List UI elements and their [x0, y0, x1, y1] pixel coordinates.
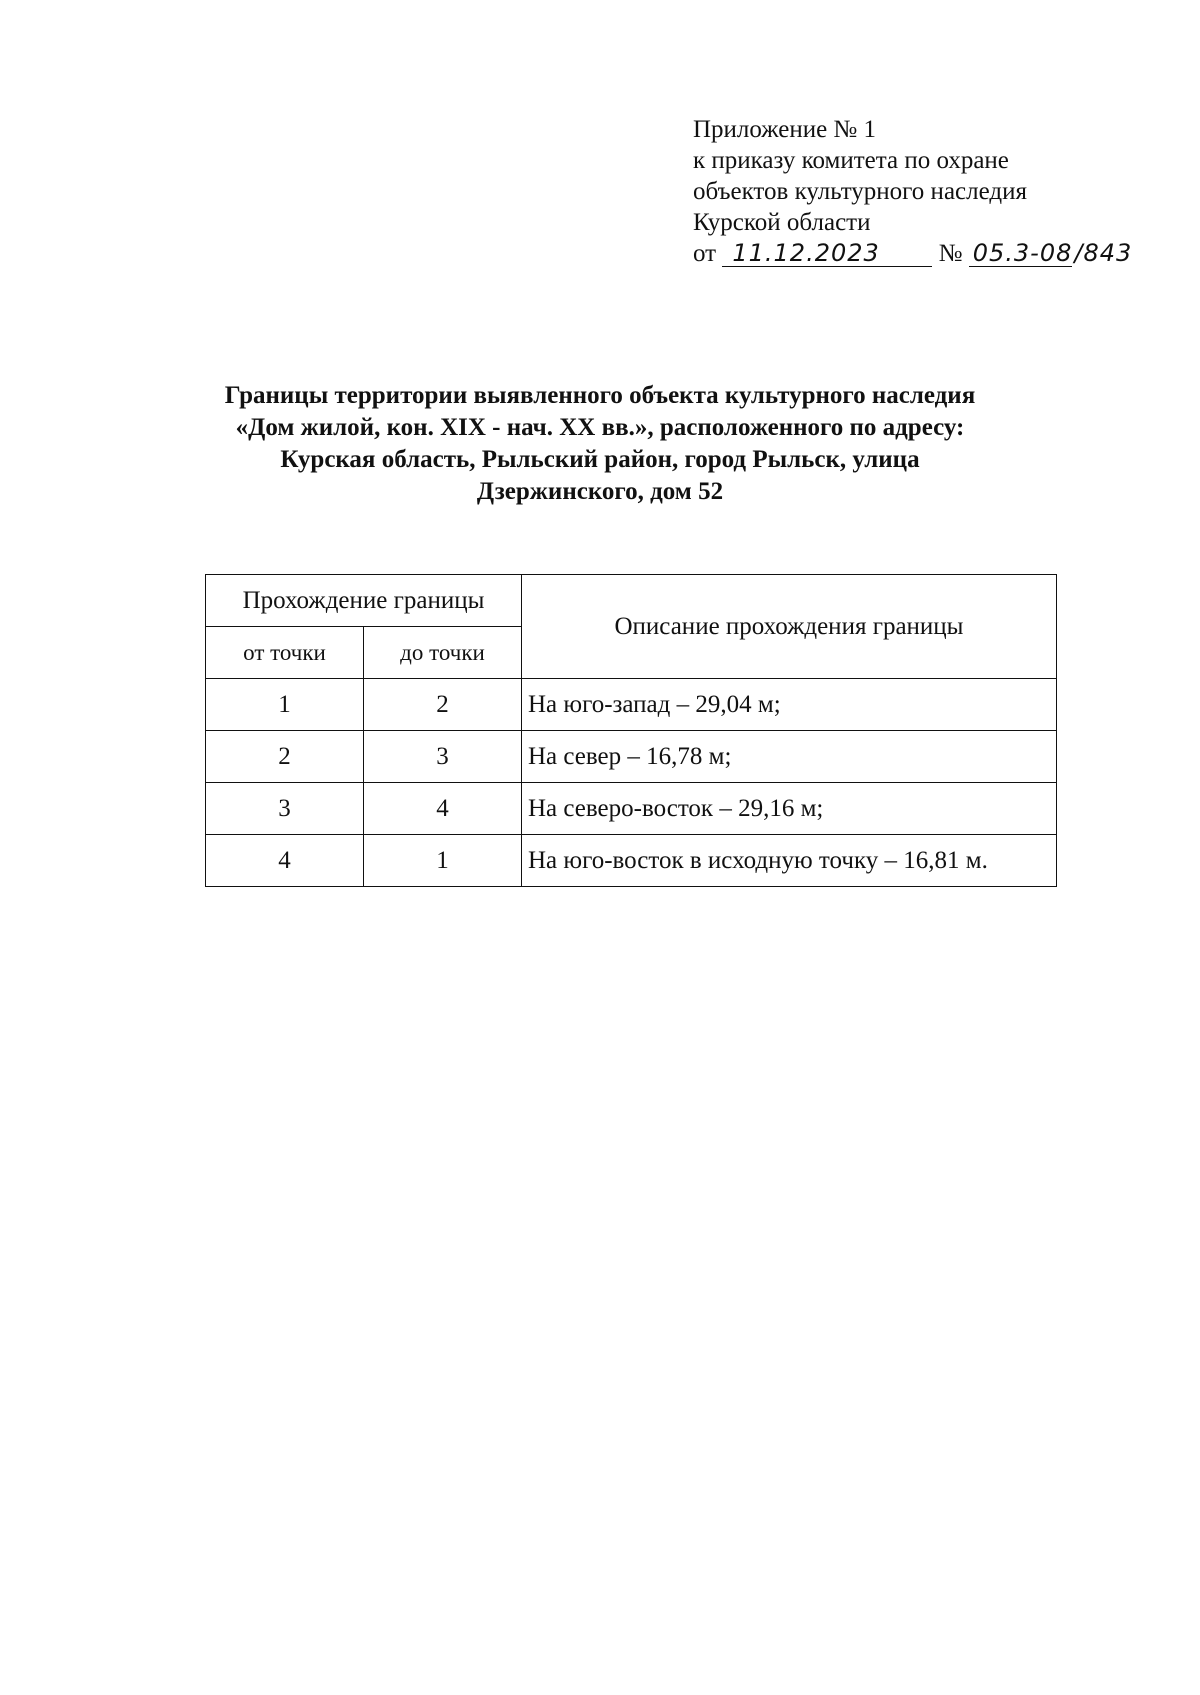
appendix-number: Приложение № 1 [693, 116, 877, 143]
appendix-date-number-line [693, 238, 1132, 269]
header-description: Описание прохождения границы [522, 575, 1057, 679]
title-line-1: Границы территории выявленного объекта культурного наследия [224, 382, 976, 409]
cell-to: 3 [364, 731, 522, 783]
cell-from: 4 [206, 835, 364, 887]
title-line-3: Курская область, Рыльский район, город Рыльск, улица [280, 446, 920, 473]
handwritten-date: 11.12.2023 [722, 240, 932, 267]
header-boundary-passage: Прохождение границы [206, 575, 522, 627]
handwritten-number: 05.3-08 [969, 240, 1073, 267]
title-line-4: Дзержинского, дом 52 [476, 478, 724, 505]
title-line-2: «Дом жилой, кон. XIX - нач. XX вв.», расположенного по адресу: [235, 414, 965, 441]
cell-from: 3 [206, 783, 364, 835]
appendix-committee: объектов культурного наследия [693, 178, 1027, 205]
cell-from: 1 [206, 679, 364, 731]
appendix-order-ref: к приказу комитета по охране [693, 147, 1009, 174]
appendix-header [693, 114, 1132, 269]
document-title [150, 380, 1050, 508]
table-row [206, 679, 1057, 731]
cell-description: На юго-восток в исходную точку – 16,81 м. [522, 835, 1057, 887]
from-label: от [693, 240, 717, 267]
cell-description: На север – 16,78 м; [522, 731, 1057, 783]
cell-to: 4 [364, 783, 522, 835]
cell-from: 2 [206, 731, 364, 783]
cell-to: 2 [364, 679, 522, 731]
table-row [206, 731, 1057, 783]
table-header-row [206, 575, 1057, 627]
cell-to: 1 [364, 835, 522, 887]
appendix-region: Курской области [693, 209, 871, 236]
header-from-point: от точки [206, 627, 364, 679]
number-label: № [938, 240, 963, 267]
boundary-table [205, 574, 1057, 887]
cell-description: На северо-восток – 29,16 м; [522, 783, 1057, 835]
table-row [206, 783, 1057, 835]
handwritten-number-tail: /843 [1074, 239, 1133, 267]
header-to-point: до точки [364, 627, 522, 679]
cell-description: На юго-запад – 29,04 м; [522, 679, 1057, 731]
table-row [206, 835, 1057, 887]
